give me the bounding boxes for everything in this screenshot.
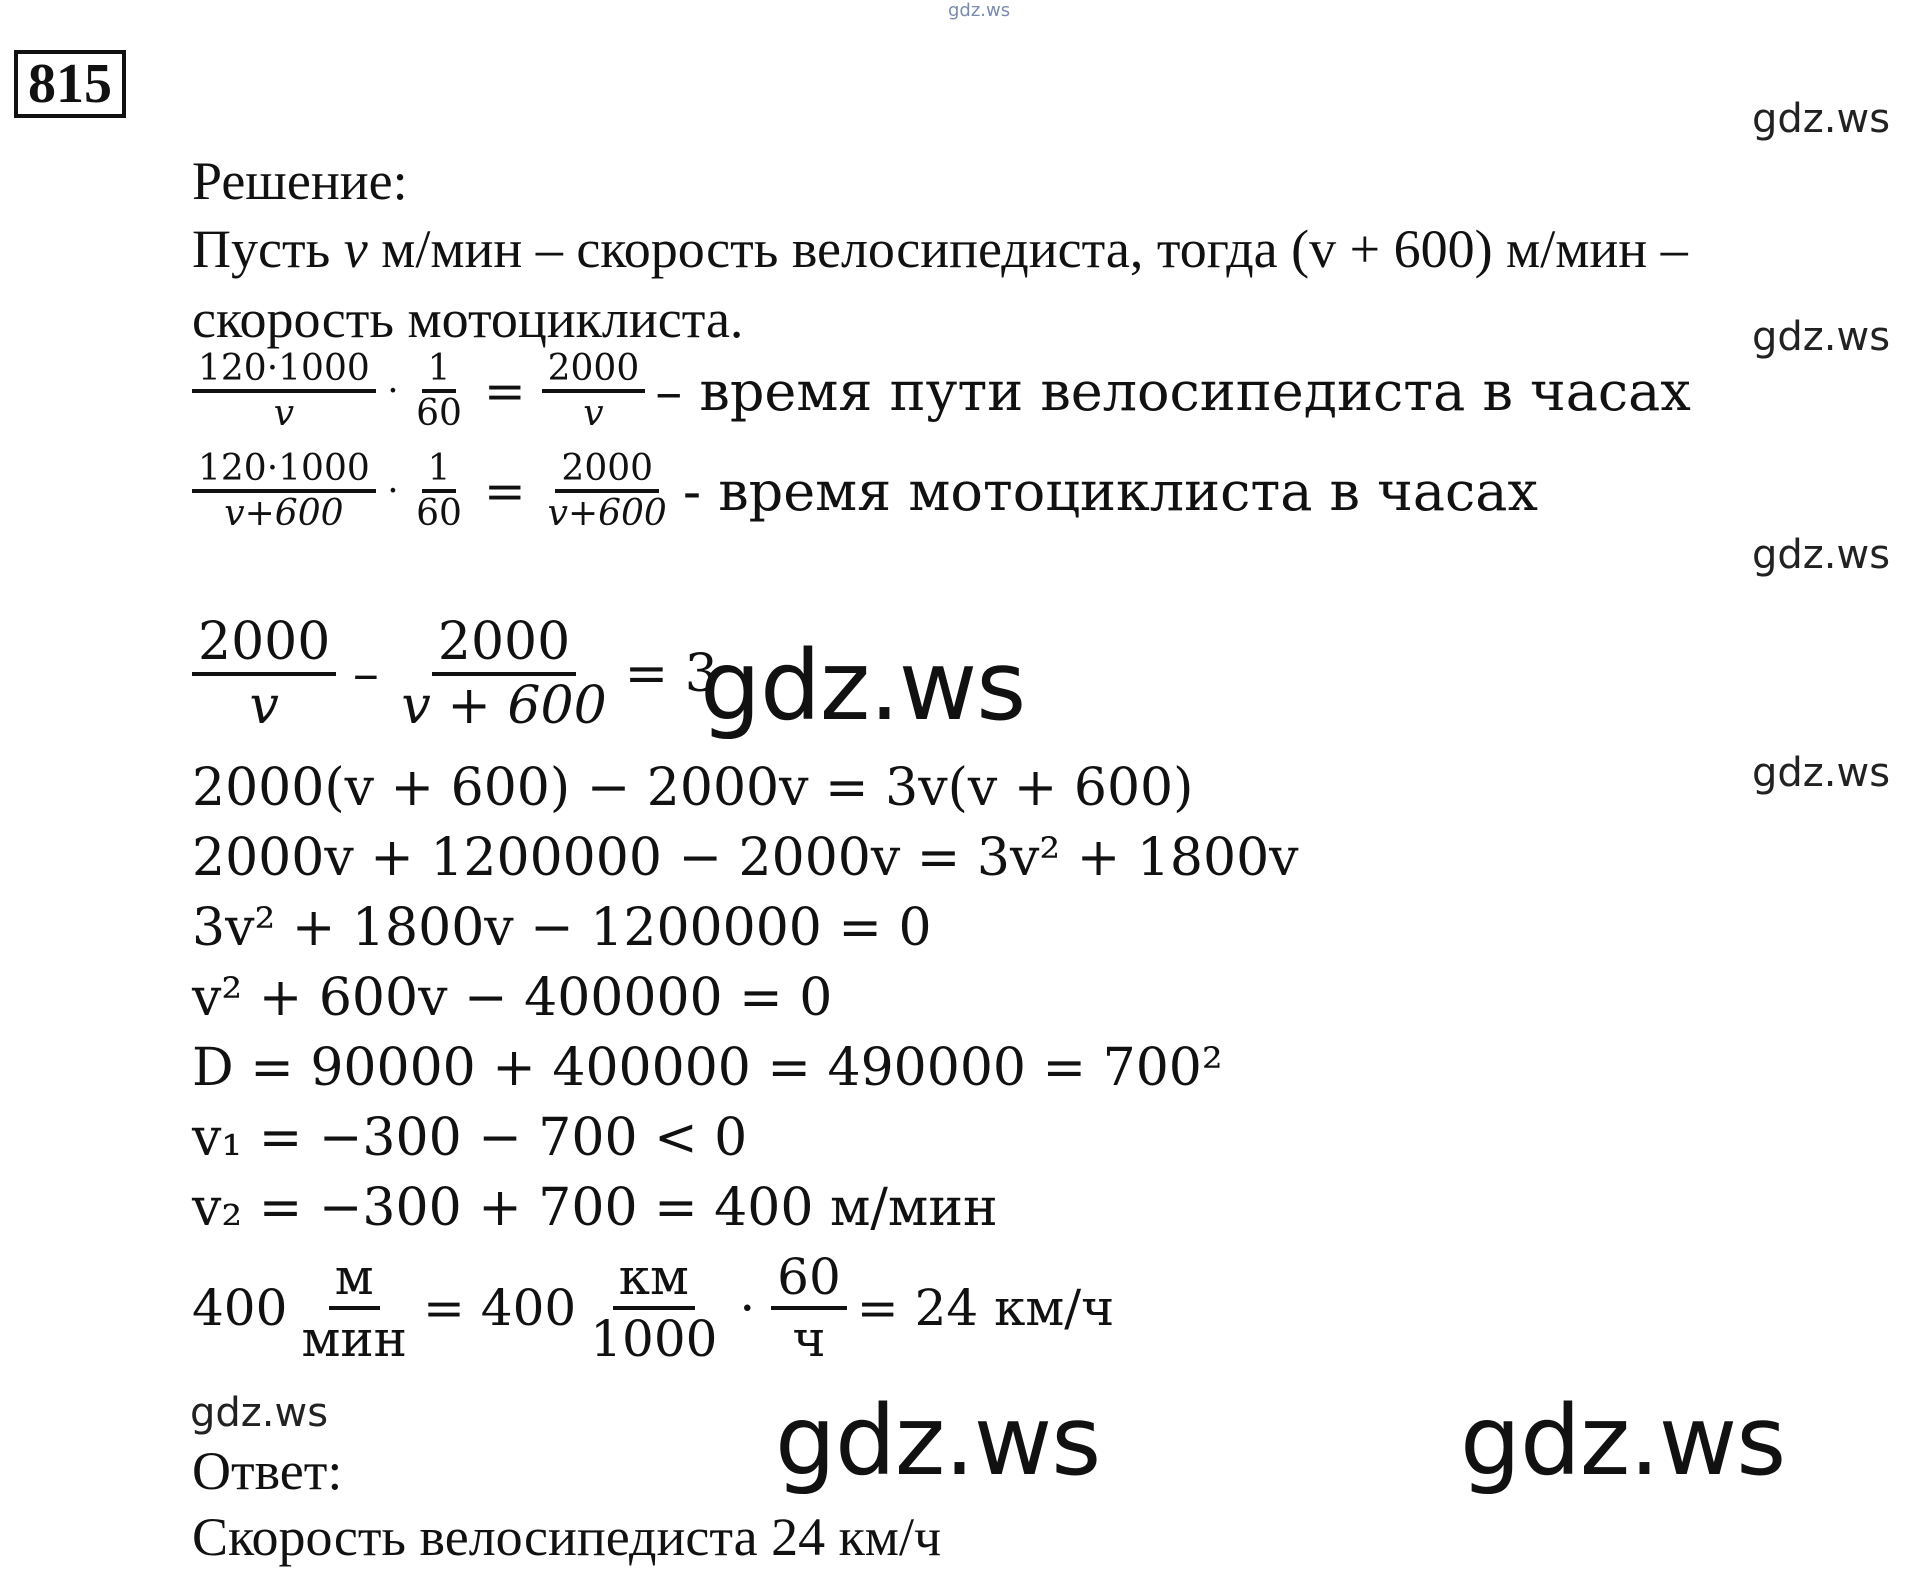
- solution-line: v₂ = −300 + 700 = 400 м/мин: [192, 1178, 998, 1238]
- equation-motorcyclist-time: $\frac{120\cdot 1000}{v+600}$ · $\frac{1}{60}$ = $\frac{2000}{v+600}$ - время мотоциклиста в часах: [192, 448, 1538, 534]
- main-equation: $\frac{2000}{v}$ – $\frac{2000}{v + 600}$ = 3: [192, 612, 718, 736]
- equation-cyclist-time: $\frac{120\cdot 1000}{v}$ · $\frac{1}{60}$ = $\frac{2000}{v}$ – время пути велосипедиста в часах: [192, 348, 1691, 434]
- watermark: gdz.ws: [1752, 96, 1891, 142]
- solution-line: 3v² + 1800v − 1200000 = 0: [192, 898, 932, 958]
- fraction: $\frac{2000}{v}$: [192, 612, 336, 736]
- unit-conversion: 400 $\frac{м}{\text{мин}}$ = 400 $\frac{км}{1000}$ · $\frac{60}{ч}$ = 24 км/ч: [192, 1248, 1115, 1368]
- watermark-large: gdz.ws: [775, 1385, 1101, 1497]
- solution-line: v² + 600v − 400000 = 0: [192, 968, 833, 1028]
- problem-number: 815: [14, 50, 126, 118]
- intro-line-1: Пусть v м/мин – скорость велосипедиста, тогда (v + 600) м/мин –: [192, 219, 1688, 279]
- fraction: $\frac{2000}{v + 600}$: [401, 612, 607, 736]
- fraction: $\frac{2000}{v}$: [542, 348, 646, 434]
- intro-line-2: скорость мотоциклиста.: [192, 289, 744, 349]
- fraction: $\frac{1}{60}$: [416, 448, 462, 534]
- fraction: $\frac{км}{1000}$: [590, 1248, 718, 1368]
- solution-line: 2000v + 1200000 − 2000v = 3v² + 1800v: [192, 828, 1299, 888]
- answer-label: Ответ:: [192, 1441, 343, 1501]
- watermark: gdz.ws: [1752, 314, 1891, 360]
- solution-line: D = 90000 + 400000 = 490000 = 700²: [192, 1038, 1223, 1098]
- watermark-top: gdz.ws: [948, 0, 1011, 21]
- watermark: gdz.ws: [190, 1390, 329, 1436]
- fraction: $\frac{60}{ч}$: [771, 1248, 847, 1368]
- watermark: gdz.ws: [1752, 750, 1891, 796]
- solution-line: v₁ = −300 − 700 < 0: [192, 1108, 748, 1168]
- fraction: $\frac{120\cdot 1000}{v}$: [192, 348, 376, 434]
- fraction: $\frac{2000}{v+600}$: [547, 448, 667, 534]
- solution-label: Решение:: [192, 151, 408, 211]
- fraction: $\frac{м}{\text{мин}}$: [301, 1248, 407, 1368]
- watermark-large: gdz.ws: [1460, 1385, 1786, 1497]
- answer-text: Скорость велосипедиста 24 км/ч: [192, 1507, 942, 1567]
- solution-line: 2000(v + 600) − 2000v = 3v(v + 600): [192, 758, 1194, 818]
- fraction: $\frac{120\cdot 1000}{v+600}$: [192, 448, 376, 534]
- watermark-large: gdz.ws: [700, 630, 1026, 742]
- watermark: gdz.ws: [1752, 532, 1891, 578]
- fraction: $\frac{1}{60}$: [416, 348, 462, 434]
